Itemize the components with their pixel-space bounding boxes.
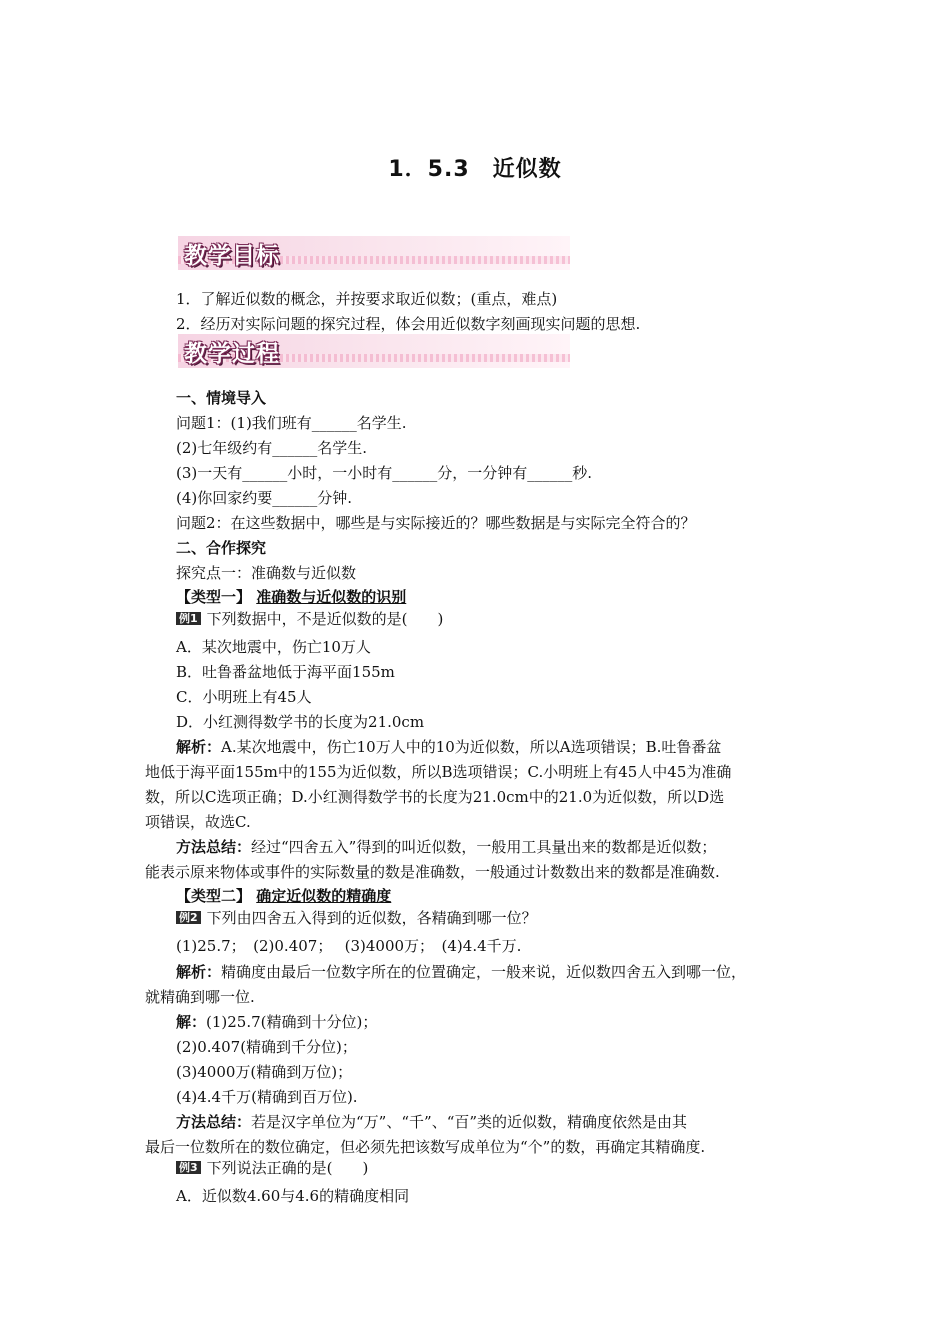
answer-label: 解：: [176, 1013, 207, 1031]
example-badge: 例1: [176, 612, 201, 625]
example-badge: 例2: [176, 911, 201, 924]
text-line: (2)七年级约有______名学生.: [176, 439, 368, 457]
example-question: [176, 908, 537, 928]
question-text: 下列数据中，不是近似数的是( ): [206, 610, 444, 628]
type-title: 确定近似数的精确度: [256, 887, 392, 905]
question-items: (1)25.7； (2)0.407； (3)4000万； (4)4.4千万.: [176, 937, 522, 955]
answer-line: (4)4.4千万(精确到百万位).: [176, 1088, 358, 1106]
text-line: 问题2：在这些数据中，哪些是与实际接近的？哪些数据是与实际完全符合的？: [176, 514, 696, 532]
type-title: 准确数与近似数的识别: [256, 588, 407, 606]
type-heading: [176, 886, 391, 906]
answer-line: (3)4000万(精确到万位)；: [176, 1063, 353, 1081]
banner-teaching-process: [178, 334, 570, 368]
example-question: [176, 1158, 368, 1178]
banner-label: 教学过程: [184, 341, 280, 367]
analysis-line: 数，所以C选项正确；D.小红测得数学书的长度为21.0cm中的21.0为近似数，所以D选: [145, 788, 725, 806]
option: D．小红测得数学书的长度为21.0cm: [176, 713, 425, 731]
type-tag: 【类型二】: [176, 887, 252, 905]
analysis-text: 精确度由最后一位数字所在的位置确定，一般来说，近似数四舍五入到哪一位，: [221, 963, 747, 981]
option: C．小明班上有45人: [176, 688, 312, 706]
text-line: (3)一天有______小时，一小时有______分，一分钟有______秒.: [176, 464, 593, 482]
goal-item: 2．经历对实际问题的探究过程，体会用近似数字刻画现实问题的思想.: [176, 315, 641, 333]
text-line: (4)你回家约要______分钟.: [176, 489, 353, 507]
summary-text: 经过“四舍五入”得到的叫近似数，一般用工具量出来的数都是近似数；: [251, 838, 717, 856]
option: B．吐鲁番盆地低于海平面155m: [176, 663, 395, 681]
summary-text: 若是汉字单位为“万”、“千”、“百”类的近似数，精确度依然是由其: [251, 1113, 688, 1131]
example-badge: 例3: [176, 1161, 201, 1174]
section-heading: 一、情境导入: [176, 389, 267, 407]
question-text: 下列由四舍五入得到的近似数，各精确到哪一位？: [206, 909, 537, 927]
summary-label: 方法总结：: [176, 1113, 252, 1131]
type-tag: 【类型一】: [176, 588, 252, 606]
type-heading: [176, 587, 406, 607]
question-text: 下列说法正确的是( ): [206, 1159, 369, 1177]
summary-label: 方法总结：: [176, 838, 252, 856]
summary-line: [176, 837, 716, 857]
analysis-line: 地低于海平面155m中的155为近似数，所以B选项错误；C.小明班上有45人中45为准确: [145, 763, 732, 781]
text-line: 问题1：(1)我们班有______名学生.: [176, 414, 407, 432]
analysis-text: A.某次地震中，伤亡10万人中的10为近似数，所以A选项错误；B.吐鲁番盆: [221, 738, 722, 756]
analysis-line: [176, 737, 721, 757]
section-heading: 二、合作探究: [176, 539, 267, 557]
analysis-line: 项错误，故选C.: [145, 813, 251, 831]
analysis-label: 解析：: [176, 738, 222, 756]
summary-line: 能表示原来物体或事件的实际数量的数是准确数，一般通过计数数出来的数都是准确数.: [145, 863, 720, 881]
summary-line: 最后一位数所在的数位确定，但必须先把该数写成单位为“个”的数，再确定其精确度.: [145, 1138, 706, 1156]
goal-item: 1．了解近似数的概念，并按要求取近似数；(重点，难点): [176, 290, 558, 308]
banner-label: 教学目标: [184, 243, 280, 269]
option: A．某次地震中，伤亡10万人: [176, 638, 371, 656]
answer-line: [176, 1012, 377, 1032]
banner-teaching-goals: [178, 236, 570, 270]
summary-line: [176, 1112, 687, 1132]
analysis-line: 就精确到哪一位.: [145, 988, 255, 1006]
analysis-line: [176, 962, 746, 982]
example-question: [176, 609, 443, 629]
analysis-label: 解析：: [176, 963, 222, 981]
page-title: 1．5.3 近似数: [388, 157, 562, 182]
answer-text: (1)25.7(精确到十分位)；: [206, 1013, 378, 1031]
explore-point: 探究点一：准确数与近似数: [176, 564, 357, 582]
answer-line: (2)0.407(精确到千分位)；: [176, 1038, 357, 1056]
option: A．近似数4.60与4.6的精确度相同: [176, 1187, 410, 1205]
